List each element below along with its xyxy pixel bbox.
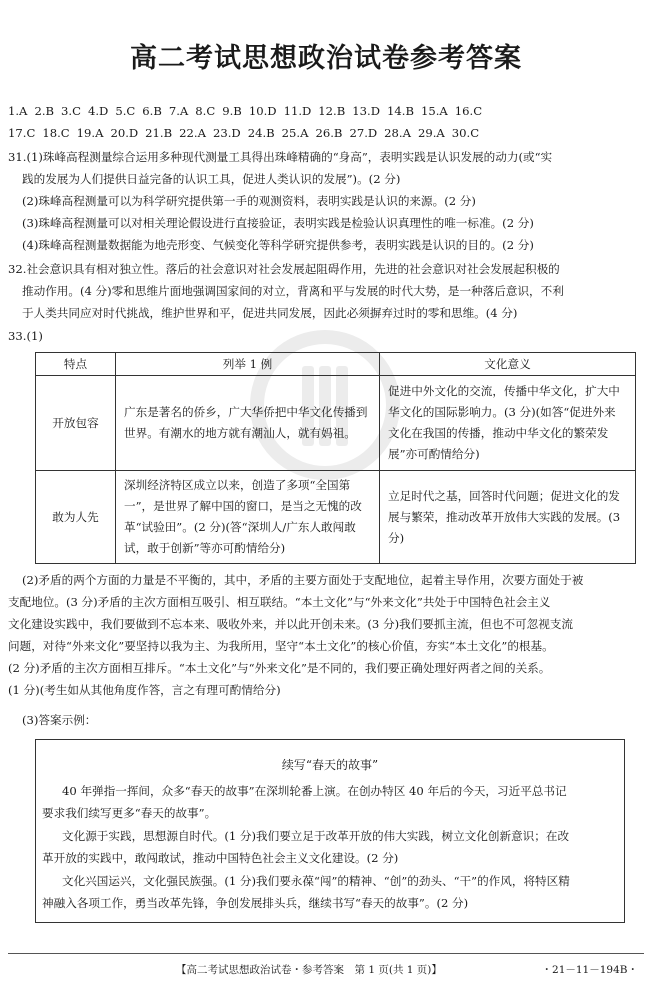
answer-item: 5.C bbox=[115, 104, 136, 118]
q33-part2-line-2: 支配地位。(3 分)矛盾的主次方面相互吸引、相互联结。“本土文化”与“外来文化”共处于中国特色社会主义 bbox=[8, 595, 551, 609]
answer-key-row-2 bbox=[8, 126, 486, 140]
table-header-example: 列举 1 例 bbox=[116, 353, 380, 376]
answer-item: 9.B bbox=[222, 104, 242, 118]
answer-item: 13.D bbox=[352, 104, 380, 118]
answer-item: 24.B bbox=[247, 126, 275, 140]
answer-item: 12.B bbox=[318, 104, 346, 118]
q33-part2-line-6: (1 分)(考生如从其他角度作答，言之有理可酌情给分) bbox=[8, 683, 281, 697]
table-cell-meaning: 立足时代之基，回答时代问题；促进文化的发展与繁荣，推动改革开放伟大实践的发展。(3 分) bbox=[380, 471, 636, 564]
essay-line-3: 文化源于实践，思想源自时代。(1 分)我们要立足于改革开放的伟大实践，树立文化创新意识；在改 bbox=[62, 829, 570, 843]
essay-line-2: 要求我们续写更多“春天的故事”。 bbox=[42, 806, 217, 820]
table-header-meaning: 文化意义 bbox=[380, 353, 636, 376]
answer-item: 10.D bbox=[248, 104, 277, 118]
answer-item: 21.B bbox=[145, 126, 173, 140]
essay-example-box bbox=[35, 739, 625, 923]
answer-item: 22.A bbox=[179, 126, 206, 140]
table-cell-meaning: 促进中外文化的交流，传播中华文化，扩大中华文化的国际影响力。(3 分)(如答“促进外来文化在我国的传播，推动中华文化的繁荣发展”亦可酌情给分) bbox=[380, 376, 636, 471]
table-row bbox=[36, 376, 636, 471]
table-header-feature: 特点 bbox=[36, 353, 116, 376]
footer-code: ・21－11－194B・ bbox=[541, 964, 638, 976]
answer-item: 7.A bbox=[168, 104, 189, 118]
answer-item: 4.D bbox=[87, 104, 109, 118]
answer-item: 19.A bbox=[76, 126, 104, 140]
q31-line-2: 践的发展为人们提供日益完备的认识工具，促进人类认识的发展”)。(2 分) bbox=[22, 172, 401, 186]
essay-line-6: 神融入各项工作，勇当改革先锋，争创发展排头兵，继续书写“春天的故事”。(2 分) bbox=[42, 896, 469, 910]
answer-item: 28.A bbox=[384, 126, 411, 140]
answer-item: 14.B bbox=[387, 104, 414, 118]
q32-line-1: 32.社会意识具有相对独立性。落后的社会意识对社会发展起阻碍作用，先进的社会意识对社会发展起积极的 bbox=[8, 262, 560, 276]
essay-title: 续写“春天的故事” bbox=[281, 758, 379, 772]
q32-line-2: 推动作用。(4 分)零和思维片面地强调国家间的对立，背离和平与发展的时代大势，是一种落后意识，不利 bbox=[22, 284, 564, 298]
essay-line-1: 40 年弹指一挥间，众多“春天的故事”在深圳轮番上演。在创办特区 40 年后的今天，习近平总书记 bbox=[62, 784, 567, 798]
q33-part2-line-1: (2)矛盾的两个方面的力量是不平衡的，其中，矛盾的主要方面处于支配地位，起着主导作用，次要方面处于被 bbox=[22, 573, 584, 587]
table-row bbox=[36, 471, 636, 564]
q31-line-4: (3)珠峰高程测量可以对相关理论假设进行直接验证，表明实践是检验认识真理性的唯一标准。(2 分) bbox=[22, 216, 534, 230]
answer-item: 18.C bbox=[42, 126, 70, 140]
answer-item: 20.D bbox=[110, 126, 139, 140]
answer-key-row-1 bbox=[8, 104, 489, 118]
table-cell-feature: 开放包容 bbox=[36, 376, 116, 471]
page-title: 高二考试思想政治试卷参考答案 bbox=[130, 43, 522, 74]
q31-line-1: 31.(1)珠峰高程测量综合运用多种现代测量工具得出珠峰精确的“身高”，表明实践是认识发展的动力(或“实 bbox=[8, 150, 553, 164]
answer-item: 1.A bbox=[8, 104, 28, 118]
answer-item: 16.C bbox=[454, 104, 483, 118]
footer-divider bbox=[8, 953, 644, 954]
q33-part2-line-4: 问题，对待“外来文化”要坚持以我为主、为我所用，坚守“本土文化”的核心价值，夯实“本土文化”的根基。 bbox=[8, 639, 554, 653]
q33-part2-line-5: (2 分)矛盾的主次方面相互排斥。“本土文化”与“外来文化”是不同的，我们要正确处理好两者之间的关系。 bbox=[8, 661, 551, 675]
q33-part2-line-3: 文化建设实践中，我们要做到不忘本来、吸收外来，并以此开创未来。(3 分)我们要抓主流，但也不可忽视支流 bbox=[8, 617, 574, 631]
answer-item: 8.C bbox=[195, 104, 216, 118]
answer-item: 25.A bbox=[281, 126, 309, 140]
q33-label: 33.(1) bbox=[8, 329, 43, 343]
answer-item: 30.C bbox=[451, 126, 480, 140]
table-cell-example: 深圳经济特区成立以来，创造了多项“全国第一”，是世界了解中国的窗口，是当之无愧的改革“试验田”。(2 分)(答“深圳人/广东人敢闯敢试，敢于创新”等亦可酌情给分) bbox=[116, 471, 380, 564]
answer-item: 29.A bbox=[417, 126, 445, 140]
q31-line-3: (2)珠峰高程测量可以为科学研究提供第一手的观测资料，表明实践是认识的来源。(2 分) bbox=[22, 194, 476, 208]
q33-part3-label: (3)答案示例： bbox=[22, 713, 97, 727]
q32-line-3: 于人类共同应对时代挑战，维护世界和平，促进共同发展，因此必须摒弃过时的零和思维。(4 分) bbox=[22, 306, 518, 320]
answer-item: 3.C bbox=[61, 104, 81, 118]
essay-line-4: 革开放的实践中，敢闯敢试，推动中国特色社会主义文化建设。(2 分) bbox=[42, 851, 399, 865]
answer-item: 11.D bbox=[283, 104, 312, 118]
table-cell-feature: 敢为人先 bbox=[36, 471, 116, 564]
answer-item: 26.B bbox=[315, 126, 343, 140]
footer-page-info: 【高二考试思想政治试卷・参考答案 第 1 页(共 1 页)】 bbox=[176, 964, 442, 976]
answer-item: 23.D bbox=[212, 126, 241, 140]
answer-item: 17.C bbox=[8, 126, 36, 140]
answer-item: 6.B bbox=[142, 104, 162, 118]
answer-item: 2.B bbox=[34, 104, 55, 118]
q33-culture-table bbox=[35, 352, 636, 564]
answer-item: 15.A bbox=[420, 104, 448, 118]
q31-line-5: (4)珠峰高程测量数据能为地壳形变、气候变化等科学研究提供参考，表明实践是认识的目的。(2 分) bbox=[22, 238, 534, 252]
essay-line-5: 文化兴国运兴，文化强民族强。(1 分)我们要永葆“闯”的精神、“创”的劲头、“干”的作风，将特区精 bbox=[62, 874, 570, 888]
table-cell-example: 广东是著名的侨乡，广大华侨把中华文化传播到世界。有潮水的地方就有潮汕人，就有妈祖。 bbox=[116, 376, 380, 471]
table-header-row bbox=[36, 353, 636, 376]
answer-item: 27.D bbox=[349, 126, 378, 140]
